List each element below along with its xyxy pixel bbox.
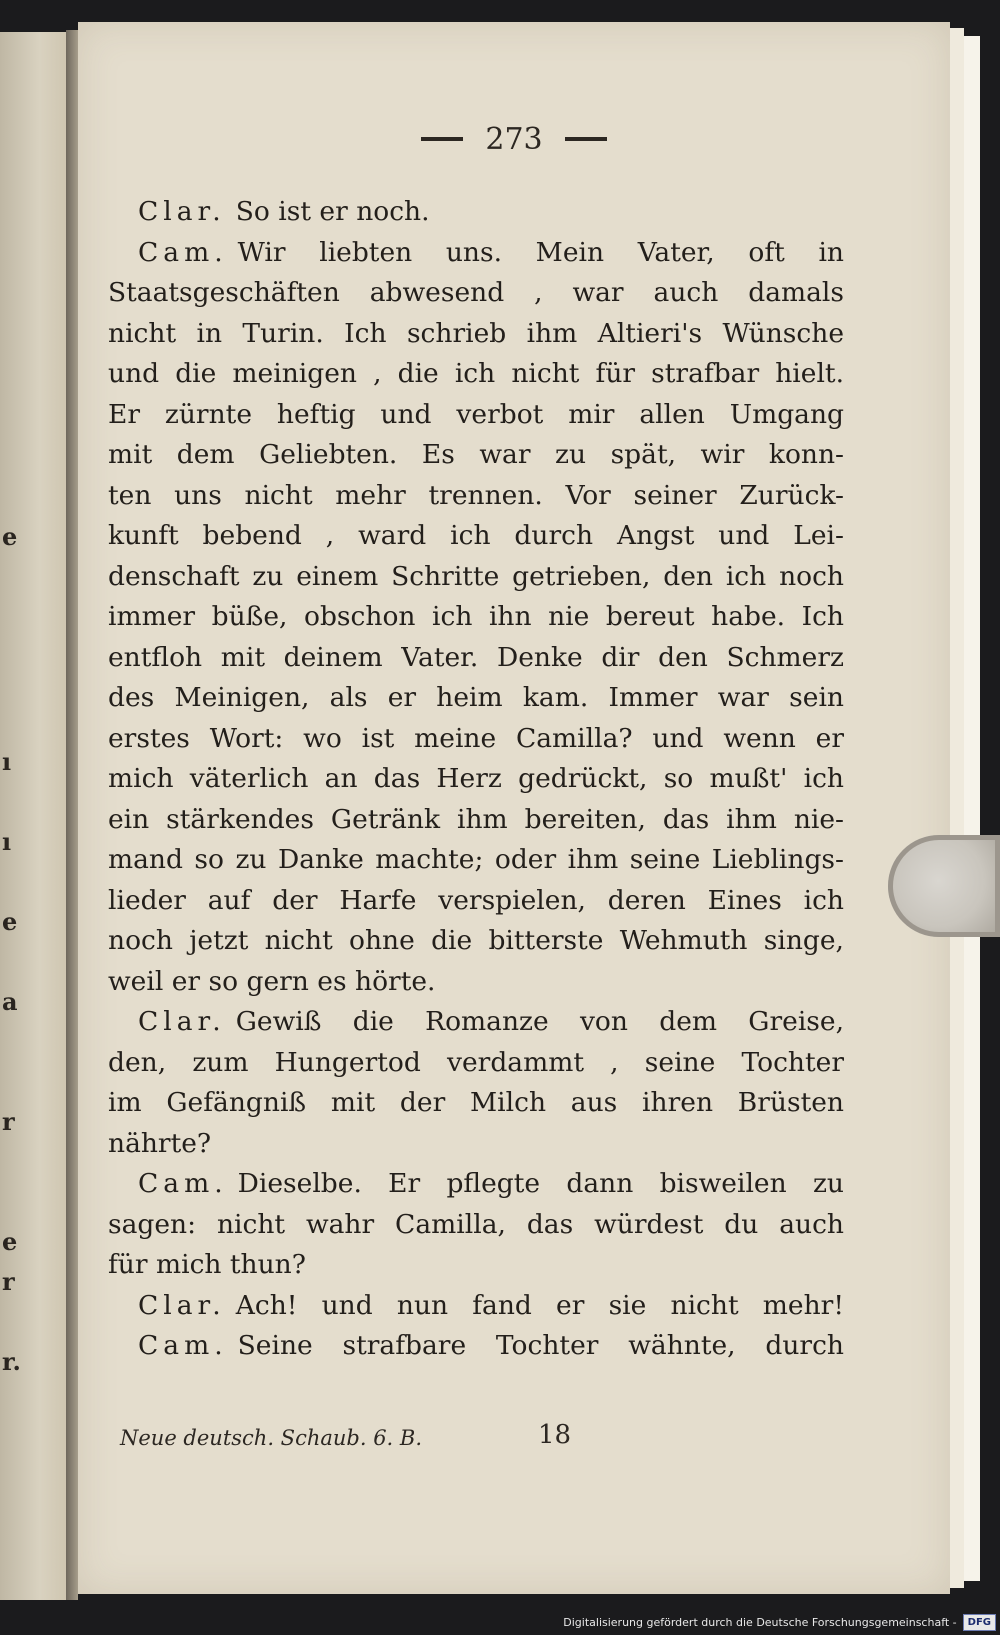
line-text: den, zum Hungertod verdammt , seine Tochter [108,1046,844,1078]
text-line [108,800,844,841]
text-line [108,273,844,314]
line-text: mand so zu Danke machte; oder ihm seine Lieblings- [108,844,844,875]
page-edge [964,36,980,1581]
text-line [108,314,844,355]
text-line [108,638,844,679]
left-page-fragment: r. [2,1347,21,1376]
text-line [108,233,844,274]
line-text: sagen: nicht wahr Camilla, das würdest du auch [108,1208,844,1240]
page-body-text [108,192,844,1367]
text-line [108,1124,844,1165]
sheet-number: 18 [538,1420,572,1450]
line-text: Seine strafbare Tochter wähnte, durch [237,1330,844,1361]
text-line [108,759,844,800]
line-text: im Gefängniß mit der Milch aus ihren Brüsten [108,1087,844,1118]
text-line [108,557,844,598]
left-page-edge [0,32,66,1600]
text-line [108,719,844,760]
line-text: für mich thun? [108,1249,306,1280]
speaker-name: Clar. [138,196,226,227]
speaker-name: Cam. [138,1168,228,1199]
left-page-fragment: ı [2,827,12,856]
line-text: kunft bebend , ward ich durch Angst und Lei- [108,520,844,551]
line-text: weil er so gern es hörte. [108,965,436,997]
text-line [108,516,844,557]
line-text: Er zürnte heftig und verbot mir allen Umgang [108,398,844,430]
line-text: So ist er noch. [235,196,430,227]
left-page-fragment: a [2,987,18,1016]
text-line [108,192,844,233]
left-page-fragment: e [2,1227,18,1256]
text-line [108,1164,844,1205]
line-text: Staatsgeschäften abwesend , war auch damals [108,277,844,308]
left-page-fragment: ı [2,747,12,776]
line-text: nährte? [108,1127,212,1159]
line-text: Dieselbe. Er pflegte dann bisweilen zu [237,1168,844,1199]
credit-text: Digitalisierung gefördert durch die Deutsche Forschungsgemeinschaft - [563,1615,957,1629]
thumb-pad [888,835,1000,937]
text-line [108,1326,844,1367]
text-line [108,435,844,476]
book-page [78,22,950,1594]
line-text: Gewiß die Romanze von dem Greise, [235,1006,844,1037]
line-text: denschaft zu einem Schritte getrieben, den ich noch [108,560,844,592]
header-dash-right [565,137,607,141]
credit-bar [563,1612,996,1632]
speaker-name: Cam. [138,1330,228,1361]
line-text: ten uns nicht mehr trennen. Vor seiner Zurück- [108,479,844,511]
page-number: 273 [485,121,543,157]
line-text: Wir liebten uns. Mein Vater, oft in [237,236,844,268]
line-text: mit dem Geliebten. Es war zu spät, wir konn- [108,439,844,470]
speaker-name: Cam. [138,236,228,268]
line-text: erstes Wort: wo ist meine Camilla? und wenn er [108,722,844,754]
speaker-name: Clar. [138,1289,226,1321]
text-line [108,962,844,1003]
left-page-fragment: r [2,1267,15,1296]
book-gutter [66,30,78,1600]
text-line [108,1083,844,1124]
text-line [108,881,844,922]
line-text: nicht in Turin. Ich schrieb ihm Altieri's Wünsche [108,317,844,349]
text-line [108,597,844,638]
line-text: entfloh mit deinem Vater. Denke dir den Schmerz [108,641,844,673]
text-line [108,395,844,436]
text-line [108,1205,844,1246]
line-text: ein stärkendes Getränk ihm bereiten, das ihm nie- [108,803,844,835]
line-text: des Meinigen, als er heim kam. Immer war sein [108,682,844,713]
line-text: lieder auf der Harfe verspielen, deren Eines ich [108,884,844,916]
line-text: Ach! und nun fand er sie nicht mehr! [235,1289,844,1321]
left-page-fragment: e [2,522,18,551]
header-dash-left [421,137,463,141]
page-header [78,114,950,164]
text-line [108,1286,844,1327]
text-line [108,1002,844,1043]
signature-mark: Neue deutsch. Schaub. 6. B. [120,1426,423,1450]
page-footer [108,1420,844,1460]
text-line [108,840,844,881]
text-line [108,1245,844,1286]
left-page-fragment: e [2,907,18,936]
line-text: und die meinigen , die ich nicht für strafbar hielt. [108,358,844,389]
line-text: immer büße, obschon ich ihn nie bereut habe. Ich [108,601,844,632]
text-line [108,1043,844,1084]
line-text: mich väterlich an das Herz gedrückt, so mußt' ich [108,763,844,794]
text-line [108,354,844,395]
page-edge [950,28,964,1588]
speaker-name: Clar. [138,1006,226,1037]
line-text: noch jetzt nicht ohne die bitterste Wehmuth singe, [108,925,844,956]
left-page-fragment: r [2,1107,15,1136]
text-line [108,476,844,517]
text-line [108,921,844,962]
dfg-logo: DFG [963,1614,996,1631]
text-line [108,678,844,719]
